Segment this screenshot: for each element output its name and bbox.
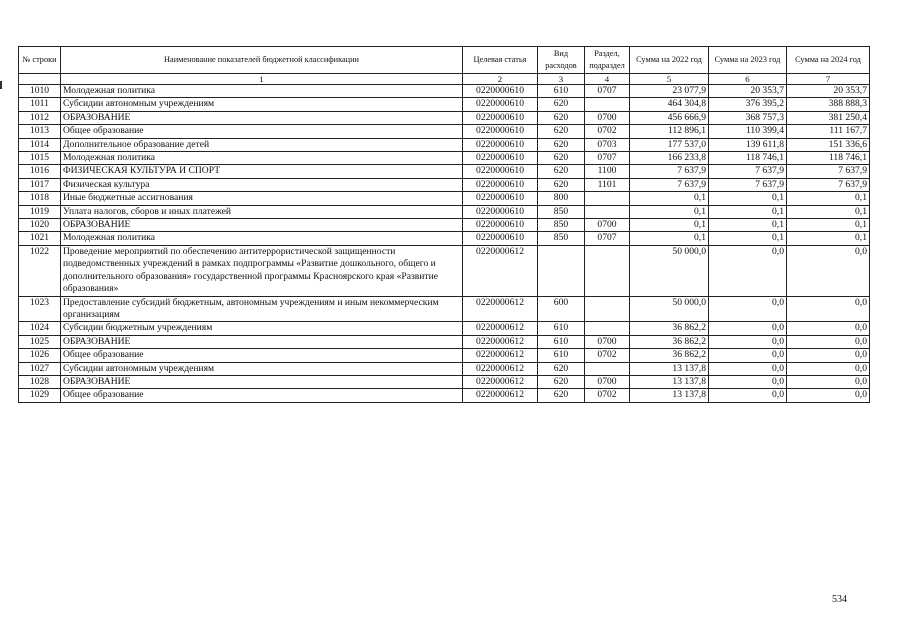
row-sum-2023: 7 637,9 (709, 178, 787, 191)
row-sum-2023: 20 353,7 (709, 85, 787, 98)
row-section: 0700 (585, 219, 630, 232)
row-sum-2023: 0,0 (709, 245, 787, 296)
row-sum-2022: 464 304,8 (630, 98, 709, 111)
row-kind: 620 (538, 178, 585, 191)
column-number: 5 (630, 74, 709, 85)
row-sum-2022: 13 137,8 (630, 362, 709, 375)
table-body (19, 85, 870, 403)
row-kind: 620 (538, 125, 585, 138)
row-number: 1029 (19, 389, 61, 402)
header-kind: Вид расходов (538, 47, 585, 74)
table-row (19, 192, 870, 205)
row-section: 1100 (585, 165, 630, 178)
row-section (585, 322, 630, 335)
row-target: 0220000610 (463, 138, 538, 151)
row-target: 0220000610 (463, 152, 538, 165)
row-number: 1023 (19, 296, 61, 322)
row-sum-2024: 381 250,4 (787, 111, 870, 124)
row-kind: 620 (538, 111, 585, 124)
row-sum-2024: 0,0 (787, 296, 870, 322)
row-number: 1024 (19, 322, 61, 335)
row-sum-2024: 0,0 (787, 245, 870, 296)
row-sum-2022: 36 862,2 (630, 335, 709, 348)
table-row (19, 362, 870, 375)
row-name: Молодежная политика (61, 152, 463, 165)
row-sum-2023: 0,0 (709, 362, 787, 375)
row-sum-2024: 0,1 (787, 205, 870, 218)
row-section: 1101 (585, 178, 630, 191)
table-row (19, 375, 870, 388)
row-name: Общее образование (61, 349, 463, 362)
header-sum-2022: Сумма на 2022 год (630, 47, 709, 74)
row-sum-2023: 0,1 (709, 232, 787, 245)
row-sum-2023: 0,0 (709, 322, 787, 335)
row-name: Уплата налогов, сборов и иных платежей (61, 205, 463, 218)
row-section: 0702 (585, 389, 630, 402)
row-section (585, 245, 630, 296)
row-number: 1015 (19, 152, 61, 165)
table-row (19, 389, 870, 402)
row-number: 1022 (19, 245, 61, 296)
row-number: 1012 (19, 111, 61, 124)
row-name: ФИЗИЧЕСКАЯ КУЛЬТУРА И СПОРТ (61, 165, 463, 178)
row-name: Молодежная политика (61, 85, 463, 98)
row-sum-2024: 0,0 (787, 322, 870, 335)
row-name: Молодежная политика (61, 232, 463, 245)
header-name: Наименование показателей бюджетной классификации (61, 47, 463, 74)
row-number: 1026 (19, 349, 61, 362)
row-sum-2022: 0,1 (630, 205, 709, 218)
table-row (19, 152, 870, 165)
row-sum-2023: 0,0 (709, 389, 787, 402)
row-sum-2023: 0,0 (709, 375, 787, 388)
row-section: 0702 (585, 125, 630, 138)
row-section: 0703 (585, 138, 630, 151)
row-sum-2022: 13 137,8 (630, 375, 709, 388)
row-kind: 620 (538, 389, 585, 402)
row-target: 0220000612 (463, 335, 538, 348)
row-target: 0220000610 (463, 165, 538, 178)
row-kind: 620 (538, 165, 585, 178)
row-section (585, 205, 630, 218)
row-kind: 610 (538, 335, 585, 348)
row-section (585, 98, 630, 111)
row-target: 0220000612 (463, 349, 538, 362)
row-kind: 610 (538, 349, 585, 362)
row-target: 0220000612 (463, 245, 538, 296)
budget-table (18, 46, 870, 403)
row-number: 1020 (19, 219, 61, 232)
row-sum-2024: 0,0 (787, 362, 870, 375)
header-sum-2024: Сумма на 2024 год (787, 47, 870, 74)
row-name: Общее образование (61, 125, 463, 138)
row-section: 0707 (585, 152, 630, 165)
column-number: 6 (709, 74, 787, 85)
page-number: 534 (832, 594, 847, 605)
row-kind: 620 (538, 362, 585, 375)
row-sum-2024: 0,1 (787, 192, 870, 205)
row-sum-2024: 151 336,6 (787, 138, 870, 151)
row-sum-2022: 166 233,8 (630, 152, 709, 165)
row-kind: 620 (538, 152, 585, 165)
row-sum-2024: 111 167,7 (787, 125, 870, 138)
table-row (19, 219, 870, 232)
row-name: Иные бюджетные ассигнования (61, 192, 463, 205)
row-sum-2024: 20 353,7 (787, 85, 870, 98)
row-sum-2024: 388 888,3 (787, 98, 870, 111)
row-target: 0220000610 (463, 98, 538, 111)
row-name: ОБРАЗОВАНИЕ (61, 375, 463, 388)
row-sum-2024: 118 746,1 (787, 152, 870, 165)
table-row (19, 165, 870, 178)
row-target: 0220000610 (463, 111, 538, 124)
row-target: 0220000610 (463, 125, 538, 138)
table-row (19, 322, 870, 335)
row-section: 0700 (585, 111, 630, 124)
row-sum-2022: 456 666,9 (630, 111, 709, 124)
row-section (585, 296, 630, 322)
row-sum-2024: 0,0 (787, 389, 870, 402)
row-sum-2023: 0,0 (709, 335, 787, 348)
row-number: 1018 (19, 192, 61, 205)
row-number: 1027 (19, 362, 61, 375)
row-sum-2023: 110 399,4 (709, 125, 787, 138)
row-name: Физическая культура (61, 178, 463, 191)
table-row (19, 296, 870, 322)
table-row (19, 111, 870, 124)
row-sum-2024: 0,1 (787, 219, 870, 232)
row-sum-2022: 13 137,8 (630, 389, 709, 402)
row-number: 1028 (19, 375, 61, 388)
row-target: 0220000610 (463, 205, 538, 218)
row-sum-2022: 36 862,2 (630, 322, 709, 335)
header-row (19, 47, 870, 74)
row-target: 0220000612 (463, 362, 538, 375)
table-row (19, 178, 870, 191)
row-sum-2022: 7 637,9 (630, 178, 709, 191)
row-number: 1017 (19, 178, 61, 191)
row-kind: 850 (538, 232, 585, 245)
row-sum-2022: 36 862,2 (630, 349, 709, 362)
table-row (19, 349, 870, 362)
column-number: 2 (463, 74, 538, 85)
margin-mark (0, 81, 2, 89)
row-name: Дополнительное образование детей (61, 138, 463, 151)
row-section: 0700 (585, 375, 630, 388)
row-sum-2024: 0,0 (787, 335, 870, 348)
row-sum-2022: 23 077,9 (630, 85, 709, 98)
table-row (19, 85, 870, 98)
row-target: 0220000612 (463, 322, 538, 335)
row-number: 1013 (19, 125, 61, 138)
header-line-no: № строки (19, 47, 61, 74)
row-number: 1011 (19, 98, 61, 111)
table-row (19, 98, 870, 111)
row-section: 0707 (585, 85, 630, 98)
row-section: 0702 (585, 349, 630, 362)
row-name: ОБРАЗОВАНИЕ (61, 111, 463, 124)
row-kind: 850 (538, 219, 585, 232)
row-kind: 620 (538, 98, 585, 111)
table-row (19, 335, 870, 348)
column-number: 7 (787, 74, 870, 85)
row-name: Предоставление субсидий бюджетным, автономным учреждениям и иным некоммерческим организациям (61, 296, 463, 322)
row-kind: 620 (538, 375, 585, 388)
row-sum-2023: 376 395,2 (709, 98, 787, 111)
row-sum-2023: 7 637,9 (709, 165, 787, 178)
row-section (585, 192, 630, 205)
column-number: 4 (585, 74, 630, 85)
row-name: ОБРАЗОВАНИЕ (61, 335, 463, 348)
row-sum-2024: 7 637,9 (787, 165, 870, 178)
row-number: 1021 (19, 232, 61, 245)
row-sum-2023: 0,1 (709, 192, 787, 205)
row-sum-2023: 0,0 (709, 296, 787, 322)
row-sum-2022: 50 000,0 (630, 296, 709, 322)
header-sum-2023: Сумма на 2023 год (709, 47, 787, 74)
row-sum-2022: 50 000,0 (630, 245, 709, 296)
row-number: 1010 (19, 85, 61, 98)
column-number-row (19, 74, 870, 85)
row-kind: 610 (538, 85, 585, 98)
row-sum-2022: 112 896,1 (630, 125, 709, 138)
row-target: 0220000610 (463, 85, 538, 98)
table-row (19, 205, 870, 218)
row-section (585, 362, 630, 375)
row-name: Проведение мероприятий по обеспечению антитеррористической защищенности подведомственных учреждений в рамках подпрограммы «Развитие дошкольного, общего и дополнительного образования» государственной программы Красноярского края «Развитие образования» (61, 245, 463, 296)
row-sum-2023: 0,1 (709, 219, 787, 232)
column-number: 3 (538, 74, 585, 85)
row-section: 0707 (585, 232, 630, 245)
row-sum-2023: 368 757,3 (709, 111, 787, 124)
row-sum-2023: 139 611,8 (709, 138, 787, 151)
row-kind: 600 (538, 296, 585, 322)
table-row (19, 232, 870, 245)
table-row (19, 245, 870, 296)
row-number: 1025 (19, 335, 61, 348)
row-target: 0220000610 (463, 219, 538, 232)
row-number: 1016 (19, 165, 61, 178)
row-target: 0220000610 (463, 192, 538, 205)
row-kind (538, 245, 585, 296)
row-target: 0220000612 (463, 375, 538, 388)
row-target: 0220000610 (463, 232, 538, 245)
row-sum-2022: 0,1 (630, 232, 709, 245)
row-sum-2024: 7 637,9 (787, 178, 870, 191)
row-name: Субсидии автономным учреждениям (61, 362, 463, 375)
row-number: 1014 (19, 138, 61, 151)
row-kind: 610 (538, 322, 585, 335)
row-kind: 800 (538, 192, 585, 205)
column-number (19, 74, 61, 85)
header-target: Целевая статья (463, 47, 538, 74)
row-kind: 850 (538, 205, 585, 218)
row-section: 0700 (585, 335, 630, 348)
row-sum-2024: 0,0 (787, 349, 870, 362)
row-target: 0220000610 (463, 178, 538, 191)
row-sum-2022: 177 537,0 (630, 138, 709, 151)
row-sum-2023: 0,1 (709, 205, 787, 218)
row-name: Субсидии бюджетным учреждениям (61, 322, 463, 335)
row-number: 1019 (19, 205, 61, 218)
row-target: 0220000612 (463, 296, 538, 322)
row-sum-2022: 0,1 (630, 219, 709, 232)
row-name: Общее образование (61, 389, 463, 402)
row-sum-2024: 0,1 (787, 232, 870, 245)
row-sum-2022: 7 637,9 (630, 165, 709, 178)
row-kind: 620 (538, 138, 585, 151)
row-name: Субсидии автономным учреждениям (61, 98, 463, 111)
row-sum-2022: 0,1 (630, 192, 709, 205)
row-target: 0220000612 (463, 389, 538, 402)
row-sum-2023: 0,0 (709, 349, 787, 362)
row-name: ОБРАЗОВАНИЕ (61, 219, 463, 232)
row-sum-2024: 0,0 (787, 375, 870, 388)
header-section: Раздел, подраздел (585, 47, 630, 74)
row-sum-2023: 118 746,1 (709, 152, 787, 165)
table-row (19, 125, 870, 138)
table-row (19, 138, 870, 151)
column-number: 1 (61, 74, 463, 85)
